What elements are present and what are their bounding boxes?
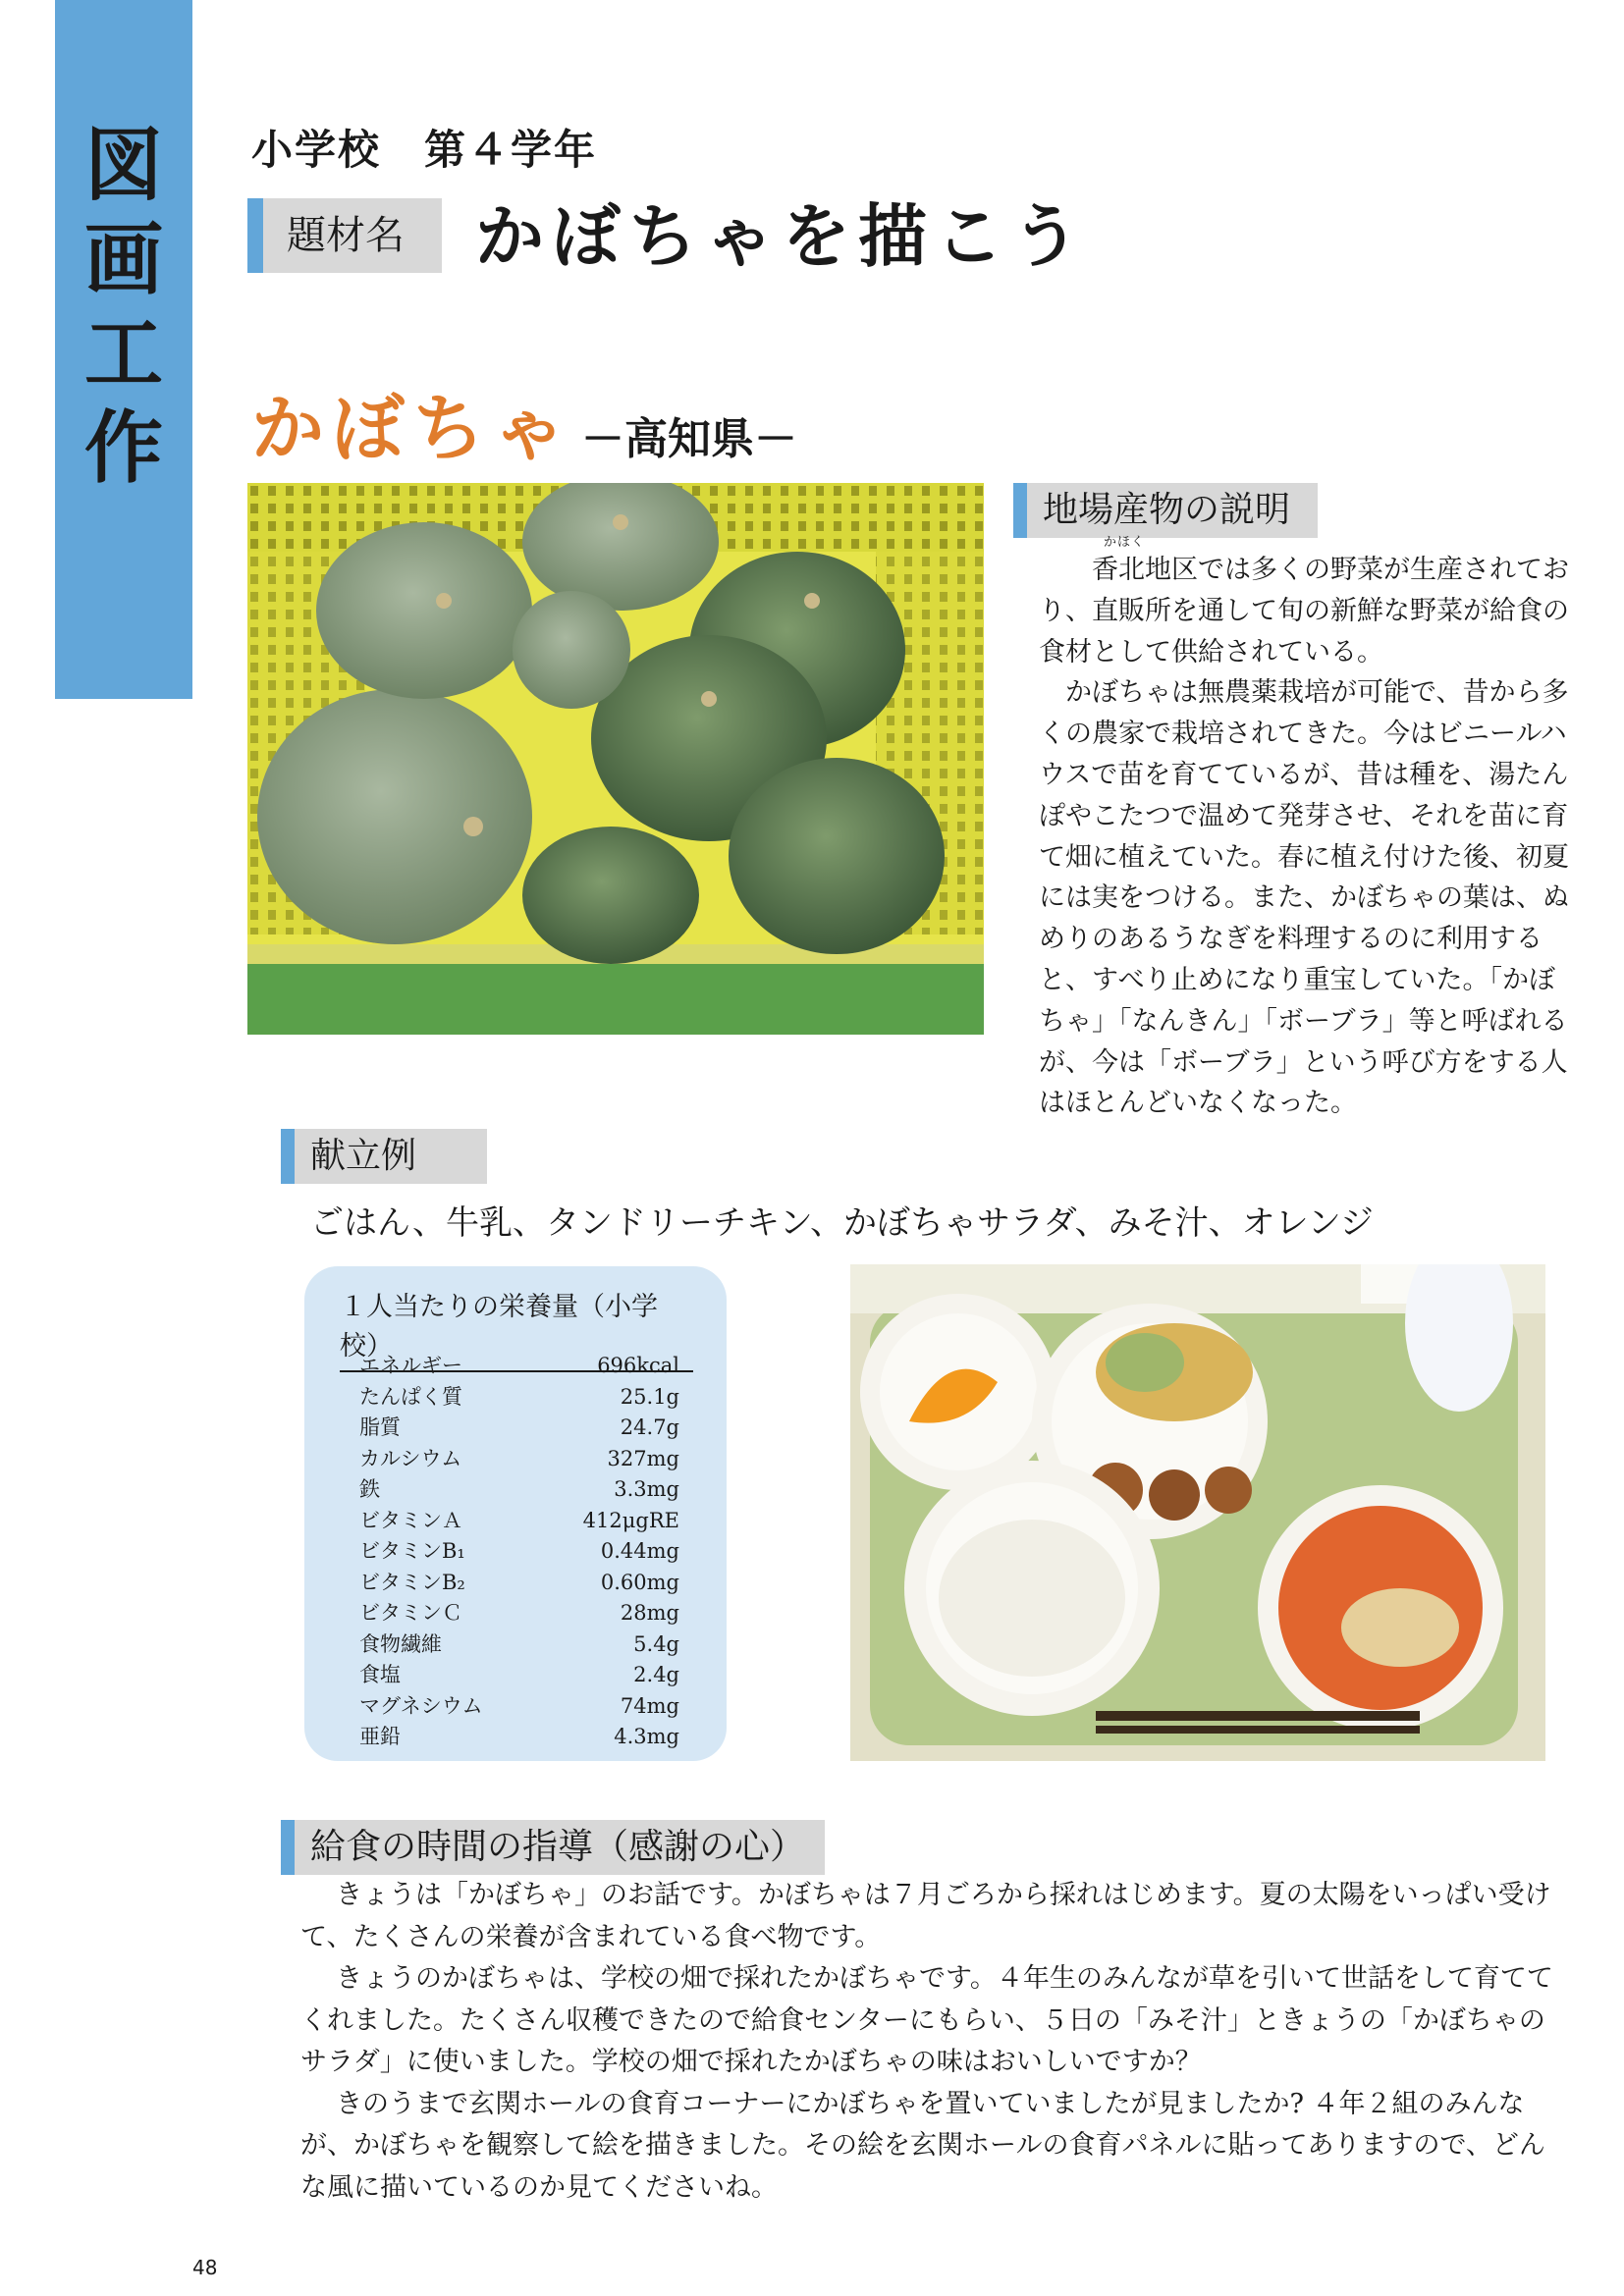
nutrient-name: 亜鉛 [359,1725,401,1748]
nutrition-row [359,1413,679,1444]
nutrition-card [304,1266,727,1761]
nutrient-value: 3.3mg [614,1477,679,1501]
nutrient-value: 24.7g [620,1415,679,1439]
nutrition-row [359,1506,679,1537]
nutrition-row [359,1660,679,1691]
pumpkin-photo [247,483,984,1035]
menu-items: ごはん、牛乳、タンドリーチキン、かぼちゃサラダ、みそ汁、オレンジ [310,1203,1374,1243]
nutrient-name: たんぱく質 [359,1384,462,1409]
nutrient-value: 28mg [620,1601,679,1625]
subject-tab [55,0,192,699]
nutrition-row [359,1351,679,1382]
produce-name: かぼちゃ [251,387,573,471]
nutrient-name: ビタミンB₁ [359,1539,465,1563]
nutrient-name: ビタミンＡ [359,1508,462,1532]
nutrient-value: 0.60mg [600,1570,679,1594]
nutrient-name: カルシウム [359,1446,462,1470]
nutrient-value: 696kcal [597,1354,679,1377]
page-number: 48 [192,2256,218,2279]
local-products-para1 [1039,535,1569,672]
nutrition-row [359,1722,679,1753]
subject-char: 工 [84,307,163,400]
nutrient-name: 食物繊維 [359,1631,442,1656]
nutrient-value: 4.3mg [614,1725,679,1748]
nutrition-row [359,1598,679,1629]
ruby-reading: かほく [1104,535,1146,550]
subject-char: 図 [84,119,163,211]
nutrient-value: 0.44mg [600,1539,679,1563]
lunch-photo [850,1264,1545,1761]
nutrient-name: ビタミンＣ [359,1601,462,1625]
subject-char: 画 [84,213,163,305]
nutrient-name: マグネシウム [359,1693,483,1718]
nutrition-row [359,1382,679,1414]
nutrient-name: エネルギー [359,1354,462,1377]
guidance-text [300,1875,1567,2209]
nutrient-value: 2.4g [633,1663,679,1686]
guidance-paragraph: きのうまで玄関ホールの食育コーナーにかぼちゃを置いていましたが見ましたか? ４年２組のみんなが、かぼちゃを観察して絵を描きました。その絵を玄関ホールの食育パネルに貼ってありますので、どんな風に描いているのか見てくださいね。 [300,2088,1545,2203]
guidance-heading: 給食の時間の指導（感謝の心） [281,1820,825,1875]
local-products-para2: かぼちゃは無農薬栽培が可能で、昔から多くの農家で栽培されてきた。今はビニールハウスで苗を育てているが、昔は種を、湯たんぽやこたつで温めて発芽させ、それを苗に育て畑に植えていた。春に植え付けた後、初夏には実をつける。また、かぼちゃの葉は、ぬめりのあるうなぎを料理するのに利用すると、すべり止めになり重宝していた。「かぼちゃ」「なんきん」「ボーブラ」等と呼ばれるが、今は「ボーブラ」という呼び方をする人はほとんどいなくなった。 [1039,677,1569,1119]
nutrition-title: １人当たりの栄養量（小学校） [340,1288,693,1372]
theme-label: 題材名 [247,198,442,273]
local-products-para1-rest: 地区では多くの野菜が生産されており、直販所を通して旬の新鮮な野菜が給食の食材として供給されている。 [1039,555,1569,667]
nutrition-row [359,1629,679,1661]
nutrient-value: 412μgRE [582,1508,679,1532]
subject-char: 作 [84,401,163,494]
produce-prefecture: －高知県－ [581,414,797,464]
grade-line: 小学校 第４学年 [251,126,598,174]
guidance-paragraph: きょうのかぼちゃは、学校の畑で採れたかぼちゃです。４年生のみんなが草を引いて世話をして育ててくれました。たくさん収穫できたので給食センターにもらい、５日の「みそ汁」ときょうの「かぼちゃのサラダ」に使いました。学校の畑で採れたかぼちゃの味はおいしいですか？ [300,1963,1553,2077]
nutrient-name: 脂質 [359,1415,401,1439]
theme-title: かぼちゃを描こう [475,195,1088,277]
nutrient-value: 327mg [607,1446,679,1470]
nutrition-row [359,1536,679,1568]
nutrient-name: ビタミンB₂ [359,1570,465,1594]
ruby-base: 香北 [1092,555,1145,585]
nutrient-value: 74mg [620,1693,679,1718]
nutrition-list [359,1351,679,1753]
nutrition-row [359,1691,679,1723]
nutrient-name: 食塩 [359,1663,401,1686]
nutrient-value: 5.4g [633,1631,679,1656]
nutrient-name: 鉄 [359,1477,380,1501]
nutrient-value: 25.1g [620,1384,679,1409]
guidance-paragraph: きょうは「かぼちゃ」のお話です。かぼちゃは７月ごろから採れはじめます。夏の太陽をいっぱい受けて、たくさんの栄養が含まれている食べ物です。 [300,1880,1551,1952]
local-products-text [1039,535,1569,1124]
ruby-word [1065,535,1146,591]
local-products-heading: 地場産物の説明 [1013,483,1318,538]
nutrition-row [359,1474,679,1506]
subject-label [55,118,192,495]
menu-heading: 献立例 [281,1129,487,1184]
nutrition-row [359,1568,679,1599]
nutrition-row [359,1444,679,1475]
